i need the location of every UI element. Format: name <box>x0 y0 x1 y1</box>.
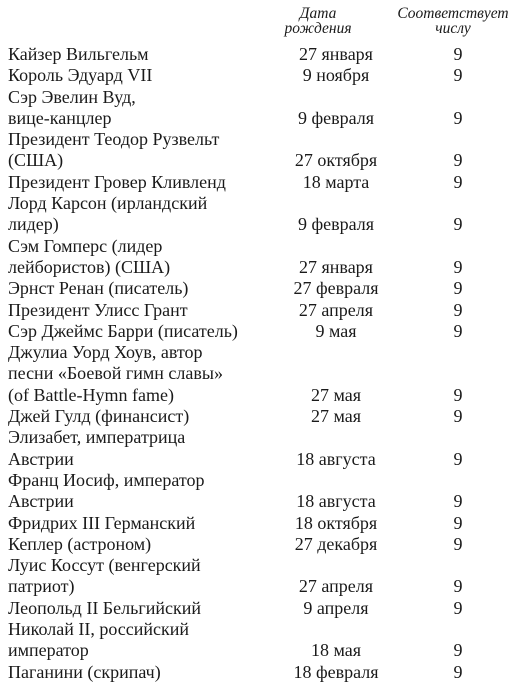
birthdate-table <box>8 44 523 683</box>
person-name: Австрии <box>8 491 74 512</box>
column-header-birth-date-line2: рождения <box>284 20 352 37</box>
birth-date: 18 августа <box>296 448 376 469</box>
matching-number: 9 <box>453 491 463 512</box>
matching-number: 9 <box>453 320 463 341</box>
person-name: песни «Боевой гимн славы» <box>8 363 223 384</box>
table-row <box>8 321 523 342</box>
table-row <box>8 363 523 384</box>
table-row <box>8 214 523 235</box>
table-row <box>8 193 523 214</box>
matching-number: 9 <box>453 661 463 682</box>
birth-date: 27 января <box>299 256 373 277</box>
table-row <box>8 598 523 619</box>
person-name: Президент Улисс Грант <box>8 299 188 320</box>
table-row <box>8 129 523 150</box>
birth-date: 9 апреля <box>303 597 369 618</box>
person-name: Президент Теодор Рузвельт <box>8 129 220 150</box>
table-row <box>8 342 523 363</box>
table-row <box>8 300 523 321</box>
birth-date: 27 января <box>299 44 373 64</box>
birth-date: 9 мая <box>315 320 357 341</box>
column-header-matching-number <box>384 6 522 36</box>
table-row <box>8 640 523 661</box>
person-name: (of Battle-Hymn fame) <box>8 384 174 405</box>
table-row <box>8 278 523 299</box>
person-name: Австрии <box>8 448 74 469</box>
birth-date: 18 августа <box>296 491 376 512</box>
matching-number: 9 <box>453 150 463 171</box>
matching-number: 9 <box>453 214 463 235</box>
person-name: Сэр Эвелин Вуд, <box>8 86 136 107</box>
column-header-matching-number-line2: числу <box>435 20 471 37</box>
table-row <box>8 236 523 257</box>
person-name: Джей Гулд (финансист) <box>8 406 190 427</box>
person-name: (США) <box>8 150 64 171</box>
table-row <box>8 513 523 534</box>
person-name: Король Эдуард VII <box>8 65 153 86</box>
table-row <box>8 257 523 278</box>
table-row <box>8 65 523 86</box>
birth-date: 27 апреля <box>298 299 374 320</box>
matching-number: 9 <box>453 299 463 320</box>
birth-date: 27 февраля <box>293 278 379 299</box>
person-name: Кеплер (астроном) <box>8 533 152 554</box>
column-header-matching-number-line1: Соответствует <box>397 5 509 22</box>
birth-date: 18 марта <box>302 171 370 192</box>
birth-date: 27 мая <box>310 384 362 405</box>
table-row <box>8 150 523 171</box>
person-name: Франц Иосиф, император <box>8 469 205 490</box>
birth-date: 18 мая <box>310 640 362 661</box>
person-name: Фридрих III Германский <box>8 512 196 533</box>
birth-date: 9 ноября <box>302 65 370 86</box>
person-name: Лорд Карсон (ирландский <box>8 193 208 214</box>
table-row <box>8 87 523 108</box>
matching-number: 9 <box>453 107 463 128</box>
birth-date: 27 мая <box>310 406 362 427</box>
person-name: Николай II, российский <box>8 619 190 640</box>
person-name: Луис Коссут (венгерский <box>8 555 201 576</box>
person-name: Сэр Джеймс Барри (писатель) <box>8 320 238 341</box>
matching-number: 9 <box>453 533 463 554</box>
person-name: вице-канцлер <box>8 107 112 128</box>
matching-number: 9 <box>453 597 463 618</box>
table-row <box>8 470 523 491</box>
birth-date: 9 февраля <box>297 107 375 128</box>
table-row <box>8 427 523 448</box>
birth-date: 27 октября <box>294 150 378 171</box>
person-name: Паганини (скрипач) <box>8 661 161 682</box>
table-row <box>8 44 523 65</box>
matching-number: 9 <box>453 171 463 192</box>
person-name: Президент Гровер Кливленд <box>8 171 226 192</box>
person-name: Леопольд II Бельгийский <box>8 597 201 618</box>
table-row <box>8 534 523 555</box>
birth-date: 27 декабря <box>294 533 378 554</box>
table-row <box>8 172 523 193</box>
matching-number: 9 <box>453 65 463 86</box>
table-row <box>8 491 523 512</box>
birth-date: 18 октября <box>294 512 378 533</box>
table-row <box>8 555 523 576</box>
person-name: Сэм Гомперс (лидер <box>8 235 163 256</box>
matching-number: 9 <box>453 576 463 597</box>
birth-date: 18 февраля <box>293 661 379 682</box>
table-row <box>8 576 523 597</box>
table-row <box>8 449 523 470</box>
person-name: патриот) <box>8 576 75 597</box>
table-row <box>8 385 523 406</box>
person-name: император <box>8 640 89 661</box>
matching-number: 9 <box>453 448 463 469</box>
table-row <box>8 108 523 129</box>
matching-number: 9 <box>453 512 463 533</box>
person-name: лейбористов) (США) <box>8 256 171 277</box>
birth-date: 9 февраля <box>297 214 375 235</box>
table-row <box>8 619 523 640</box>
matching-number: 9 <box>453 256 463 277</box>
person-name: Эрнст Ренан (писатель) <box>8 278 189 299</box>
table-row <box>8 662 523 683</box>
person-name: Джулиа Уорд Хоув, автор <box>8 342 203 363</box>
matching-number: 9 <box>453 640 463 661</box>
person-name: Кайзер Вильгельм <box>8 44 149 64</box>
matching-number: 9 <box>453 44 463 64</box>
person-name: Элизабет, императрица <box>8 427 186 448</box>
table-row <box>8 406 523 427</box>
birth-date: 27 апреля <box>298 576 374 597</box>
matching-number: 9 <box>453 278 463 299</box>
matching-number: 9 <box>453 406 463 427</box>
person-name: лидер) <box>8 214 59 235</box>
matching-number: 9 <box>453 384 463 405</box>
column-header-birth-date-line1: Дата <box>299 5 337 22</box>
column-header-birth-date <box>262 6 374 36</box>
